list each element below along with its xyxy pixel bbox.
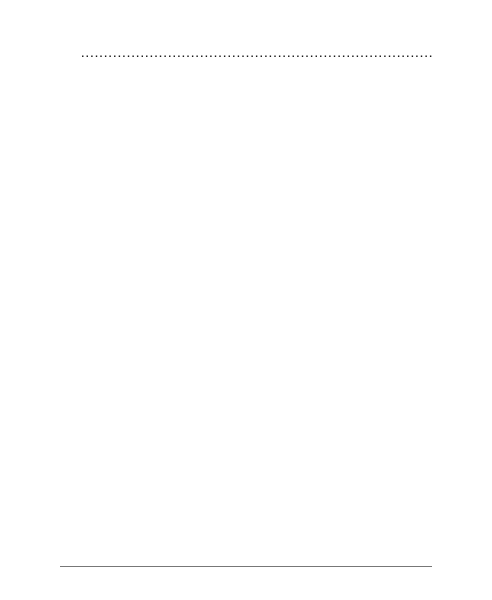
appendix-heading[interactable] — [60, 46, 436, 63]
footer-rule — [60, 566, 432, 567]
dot-leader — [81, 46, 432, 63]
table-of-contents — [60, 38, 436, 63]
